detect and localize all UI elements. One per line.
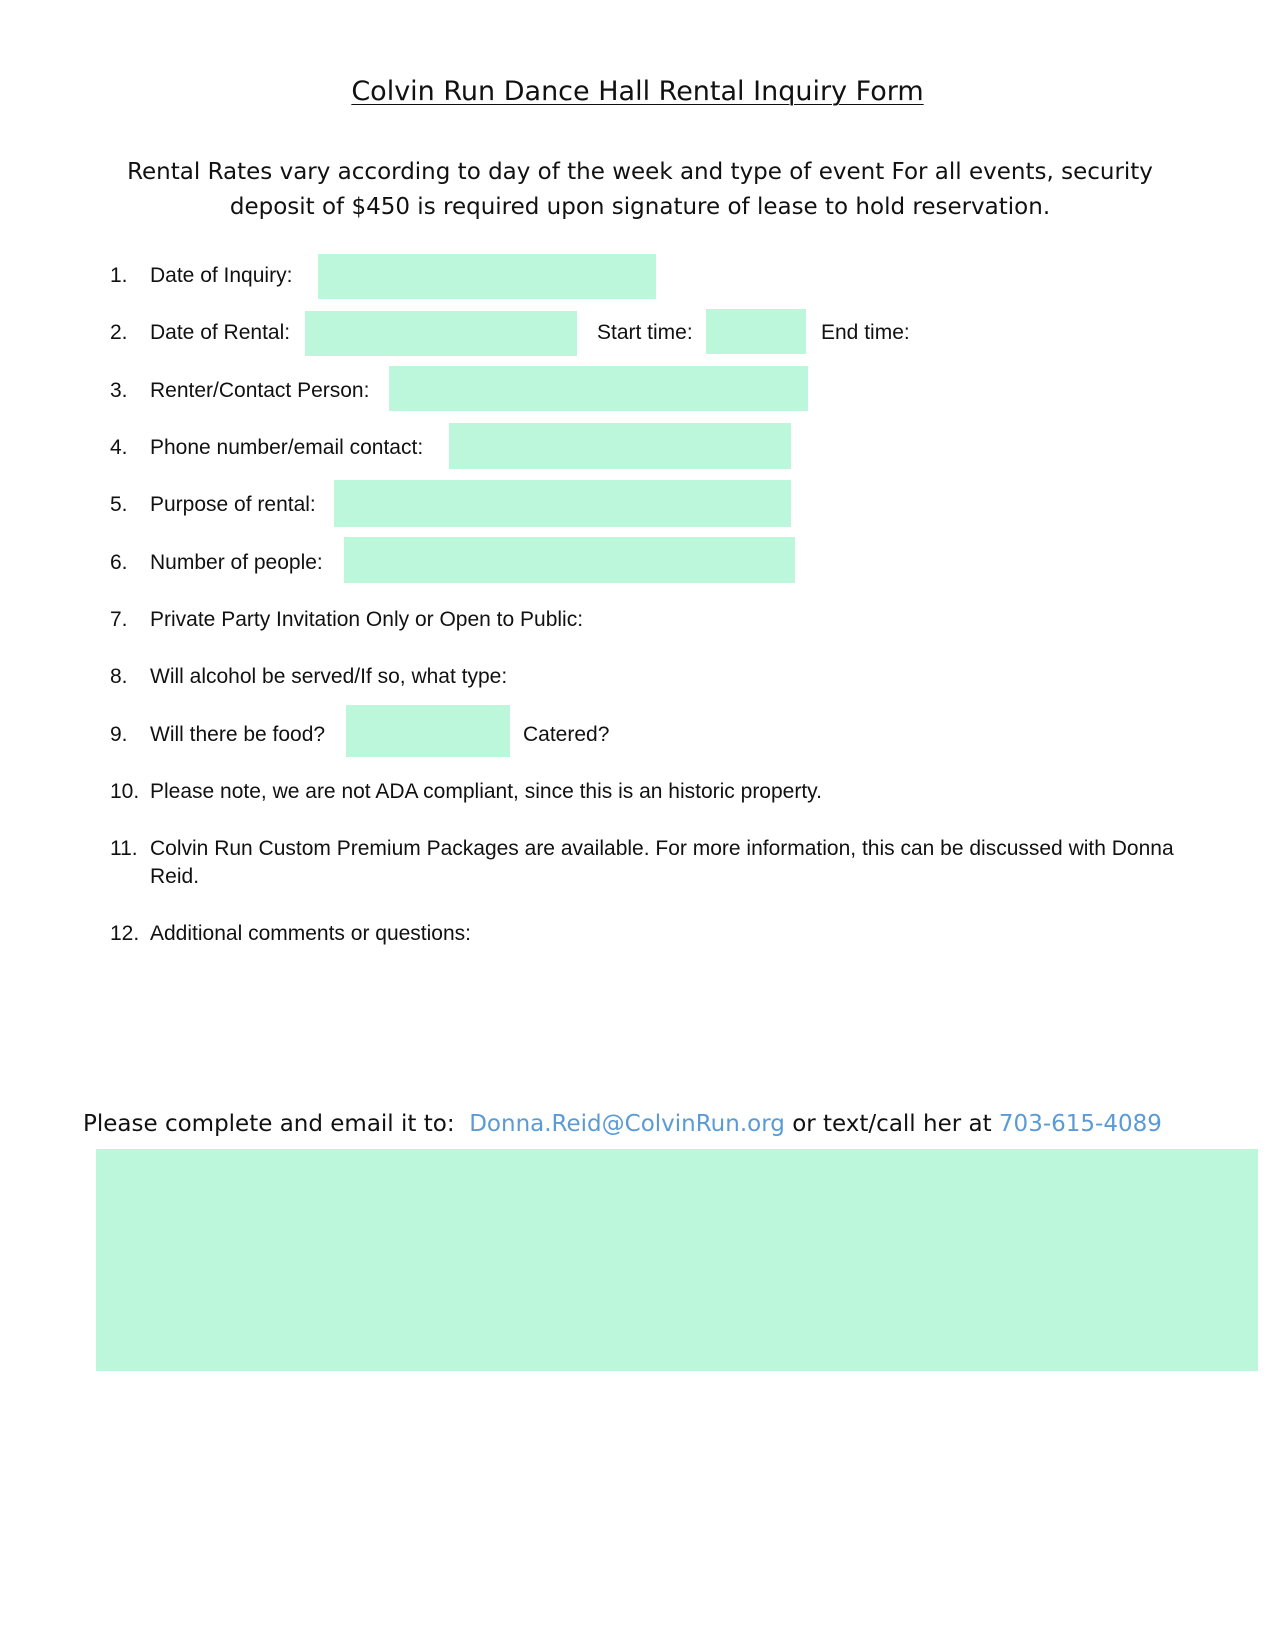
renter-contact-label: Renter/Contact Person: bbox=[150, 379, 370, 402]
purpose-field[interactable] bbox=[334, 480, 791, 527]
item-number-9: 9. bbox=[110, 723, 128, 746]
item-number-7: 7. bbox=[110, 608, 128, 631]
date-of-inquiry-label: Date of Inquiry: bbox=[150, 264, 293, 287]
item-number-3: 3. bbox=[110, 379, 128, 402]
item-number-6: 6. bbox=[110, 551, 128, 574]
catered-label: Catered? bbox=[523, 723, 610, 746]
item-number-5: 5. bbox=[110, 493, 128, 516]
number-of-people-label: Number of people: bbox=[150, 551, 323, 574]
premium-packages-note: Colvin Run Custom Premium Packages are available. For more information, this can be discussed with Donna Reid. bbox=[150, 837, 1174, 888]
item-number-8: 8. bbox=[110, 665, 128, 688]
purpose-label: Purpose of rental: bbox=[150, 493, 316, 516]
phone-email-label: Phone number/email contact: bbox=[150, 436, 424, 459]
alcohol-label: Will alcohol be served/If so, what type: bbox=[150, 665, 508, 688]
phone-link[interactable]: 703-615-4089 bbox=[998, 1111, 1162, 1137]
rental-rates-note: Rental Rates vary according to day of the week and type of event For all events, security deposit of $450 is required upon signature of lease to hold reservation. bbox=[127, 159, 1153, 220]
item-number-10: 10. bbox=[110, 780, 140, 803]
comments-field[interactable] bbox=[96, 1149, 1258, 1371]
private-or-public-label: Private Party Invitation Only or Open to Public: bbox=[150, 608, 584, 631]
item-number-11: 11. bbox=[110, 837, 138, 860]
food-label: Will there be food? bbox=[150, 723, 326, 746]
date-of-inquiry-field[interactable] bbox=[318, 254, 656, 299]
submission-instructions bbox=[83, 1108, 1162, 1140]
email-link[interactable]: Donna.Reid@ColvinRun.org bbox=[469, 1111, 785, 1137]
item-number-12: 12. bbox=[110, 922, 140, 945]
footer-prefix: Please complete and email it to: bbox=[83, 1111, 455, 1137]
renter-contact-field[interactable] bbox=[389, 366, 808, 411]
date-of-rental-label: Date of Rental: bbox=[150, 321, 291, 344]
food-field[interactable] bbox=[346, 705, 510, 757]
item-number-1: 1. bbox=[110, 264, 128, 287]
start-time-label: Start time: bbox=[597, 321, 693, 344]
form-title: Colvin Run Dance Hall Rental Inquiry Form bbox=[351, 76, 924, 107]
footer-middle: or text/call her at bbox=[792, 1111, 992, 1137]
item-number-2: 2. bbox=[110, 321, 128, 344]
number-of-people-field[interactable] bbox=[344, 537, 795, 583]
item-number-4: 4. bbox=[110, 436, 128, 459]
end-time-label: End time: bbox=[821, 321, 910, 344]
start-time-field[interactable] bbox=[706, 309, 806, 354]
comments-label: Additional comments or questions: bbox=[150, 922, 471, 945]
date-of-rental-field[interactable] bbox=[305, 311, 577, 356]
phone-email-field[interactable] bbox=[449, 423, 791, 469]
ada-note: Please note, we are not ADA compliant, since this is an historic property. bbox=[150, 780, 822, 803]
